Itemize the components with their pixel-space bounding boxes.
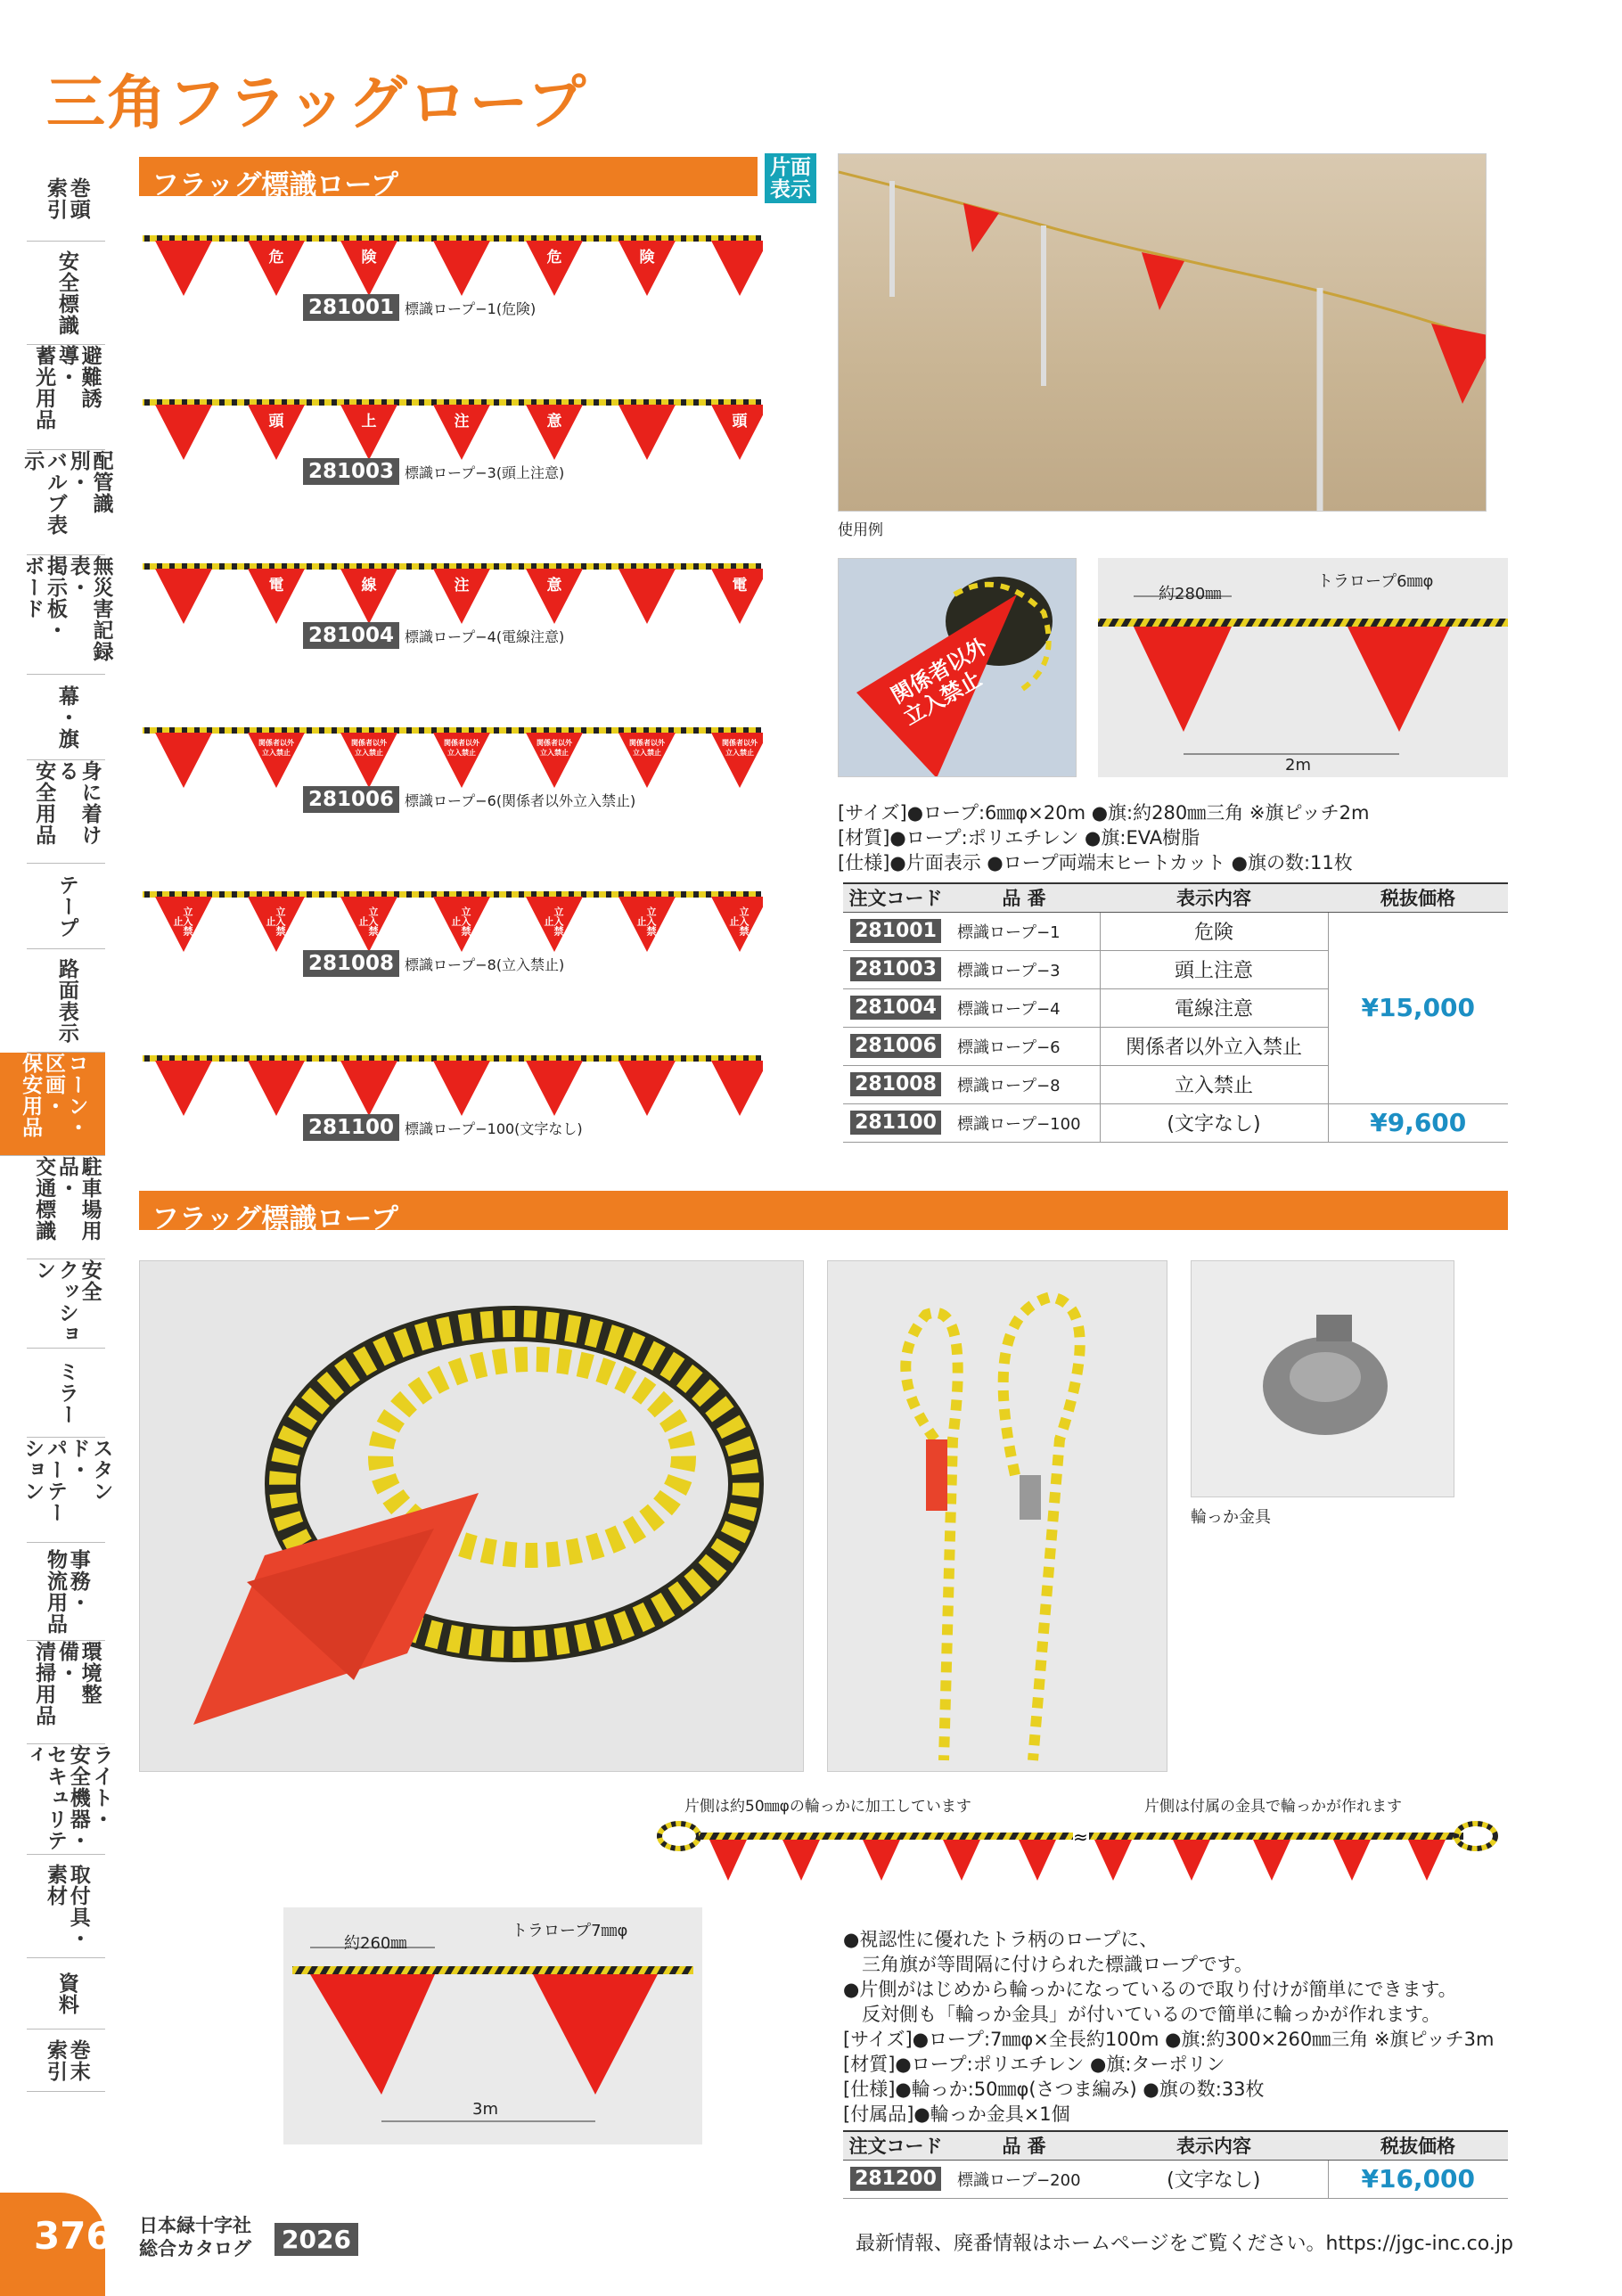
side-tab[interactable] <box>27 1958 105 2030</box>
display-content: 立入禁止 <box>1100 1065 1328 1103</box>
flag-triangle <box>526 1061 583 1116</box>
item-name: 標識ロープ−200 <box>948 2160 1100 2198</box>
display-content: 危険 <box>1100 912 1328 950</box>
order-code: 281004 <box>303 622 399 649</box>
product-name: 標識ロープ−100(文字なし) <box>405 1120 583 1137</box>
description-line: [サイズ]●ロープ:7㎜φ×全長約100m ●旗:約300×260㎜三角 ※旗ピッチ3m <box>843 2029 1495 2050</box>
item-name: 標識ロープ−1 <box>948 912 1100 950</box>
display-content: 関係者以外立入禁止 <box>1100 1027 1328 1065</box>
description-line: [材質]●ロープ:ポリエチレン ●旗:ターポリン <box>843 2054 1225 2075</box>
th2-name: 品 番 <box>948 2131 1100 2160</box>
order-code: 281006 <box>850 1034 941 1058</box>
flag-text: 立入禁止 <box>265 906 286 936</box>
flag-text: 立入禁止 <box>357 906 379 936</box>
flag-triangle <box>155 733 212 788</box>
flag-rope-item <box>139 879 763 1021</box>
flag-text: 関係者以外 立入禁止 <box>258 739 294 757</box>
order-code: 281003 <box>850 957 941 981</box>
item-name: 標識ロープ−6 <box>948 1027 1100 1065</box>
flag-triangle <box>618 405 676 460</box>
flag-text: 立入禁止 <box>172 906 193 936</box>
side-tab[interactable] <box>20 555 113 675</box>
flag-rope-item <box>139 1043 763 1185</box>
order-code: 281004 <box>850 996 941 1020</box>
product-code-label <box>303 294 536 321</box>
flag-text: 険 <box>361 249 377 266</box>
th-display: 表示内容 <box>1100 883 1328 912</box>
order-code: 281200 <box>850 2167 941 2191</box>
diagram1-rope: トラロープ6㎜φ <box>1317 572 1434 591</box>
side-tab-label: 資料 <box>54 1972 78 2015</box>
flag-text: 関係者以外 立入禁止 <box>351 739 387 757</box>
catalog-line1: 日本緑十字社 <box>139 2215 251 2236</box>
flag-triangle <box>155 1061 212 1116</box>
side-tab-label: 避難誘導・ 蓄光用品 <box>32 345 102 430</box>
table-row <box>843 2160 1508 2198</box>
spec-material: [材質]●ロープ:ポリエチレン ●旗:EVA樹脂 <box>838 827 1200 849</box>
flag-text: 険 <box>639 249 655 266</box>
order-code: 281008 <box>850 1072 941 1096</box>
order-code: 281001 <box>303 294 399 321</box>
th2-display: 表示内容 <box>1100 2131 1328 2160</box>
flag-text: 頭 <box>732 413 748 430</box>
section2-header: フラッグ標識ロープ <box>139 1191 1508 1230</box>
flag-triangle <box>711 1061 763 1116</box>
flag-triangle <box>433 1061 490 1116</box>
flag-rope-list <box>139 223 763 1159</box>
product-code-label <box>303 622 564 649</box>
size-diagram-2 <box>283 1907 702 2144</box>
side-tab-label: 配管識別・ バルブ表示 <box>20 450 113 536</box>
order-code: 281100 <box>303 1114 399 1141</box>
side-tab[interactable] <box>27 949 105 1053</box>
price: ¥9,600 <box>1328 1103 1508 1142</box>
flag-text: 線 <box>361 577 377 594</box>
product-code-label <box>303 458 564 485</box>
flag-text: 意 <box>546 577 562 594</box>
folded-flag-text: 関係者以外 立入禁止 <box>887 633 992 731</box>
item-name: 標識ロープ−100 <box>948 1103 1100 1142</box>
size-diagram-1 <box>1098 558 1508 777</box>
product-name: 標識ロープ−6(関係者以外立入禁止) <box>405 792 636 809</box>
order-code: 281008 <box>303 950 399 977</box>
catalog-name <box>139 2214 251 2260</box>
th-code: 注文コード <box>843 883 948 912</box>
flag-triangle <box>155 569 212 624</box>
flag-text: 立入禁止 <box>635 906 657 936</box>
product-name: 標識ロープ−8(立入禁止) <box>405 956 565 973</box>
flag-text: 危 <box>268 249 284 266</box>
side-tab-label: 巻頭 索引 <box>44 176 90 220</box>
th-price: 税抜価格 <box>1328 883 1508 912</box>
side-tab-label: ミラー <box>54 1360 78 1425</box>
diagram2-pitch: 3m <box>472 2100 498 2119</box>
side-tab[interactable] <box>27 242 105 345</box>
flag-rope-item <box>139 715 763 857</box>
side-tab[interactable] <box>27 1156 105 1259</box>
product-code-label <box>303 786 635 813</box>
table-row <box>843 912 1508 950</box>
section1-header: フラッグ標識ロープ <box>139 157 758 196</box>
catalog-line2: 総合カタログ <box>139 2238 251 2259</box>
section2-description <box>843 1927 1520 2127</box>
side-tab[interactable] <box>27 156 105 242</box>
th2-code: 注文コード <box>843 2131 948 2160</box>
flag-text: 電 <box>268 577 284 594</box>
side-tab-label: ライト・ 安全機器・ セキュリティ <box>20 1744 113 1851</box>
side-tab[interactable] <box>27 864 105 949</box>
loop-diagram <box>649 1793 1504 1891</box>
rope-loop-photo <box>827 1260 1167 1772</box>
flag-text: 立入禁止 <box>543 906 564 936</box>
flag-triangle <box>248 1061 305 1116</box>
flag-triangle <box>340 1061 397 1116</box>
description-line: 三角旗が等間隔に付けられた標識ロープです。 <box>843 1954 1253 1975</box>
flag-text: 危 <box>546 249 562 266</box>
side-tab-label: 巻末 索引 <box>44 2038 90 2082</box>
side-tab[interactable] <box>20 1438 113 1543</box>
flag-text: 関係者以外 立入禁止 <box>629 739 665 757</box>
description-line: ●視認性に優れたトラ柄のロープに、 <box>843 1929 1159 1950</box>
flag-rope-item <box>139 223 763 365</box>
display-content: (文字なし) <box>1100 2160 1328 2198</box>
description-line: [付属品]●輪っか金具×1個 <box>843 2103 1070 2125</box>
order-code: 281100 <box>850 1111 941 1135</box>
side-tab-label: 路面表示 <box>54 957 78 1044</box>
side-tab-label: 身に着ける 安全用品 <box>32 760 102 846</box>
flag-rope-item <box>139 387 763 529</box>
diagram2-rope: トラロープ7㎜φ <box>512 1922 628 1940</box>
order-code: 281001 <box>850 919 941 943</box>
price: ¥15,000 <box>1328 912 1508 1103</box>
flag-text: 注 <box>454 413 470 430</box>
side-tab-label: 幕・旗 <box>54 685 78 750</box>
single-side-badge: 片面 表示 <box>765 153 816 203</box>
usage-photo <box>838 153 1487 512</box>
side-tab[interactable] <box>27 345 105 450</box>
th2-price: 税抜価格 <box>1328 2131 1508 2160</box>
description-line: ●片側がはじめから輪っかになっているので取り付けが簡単にできます。 <box>843 1979 1457 2000</box>
footer-note: 最新情報、廃番情報はホームページをご覧ください。https://jgc-inc.co.jp <box>856 2233 1513 2255</box>
side-tab[interactable] <box>27 2030 105 2092</box>
diagram2-width: 約260㎜ <box>344 1934 407 1953</box>
flag-text: 関係者以外 立入禁止 <box>722 739 758 757</box>
diagram1-width: 約280㎜ <box>1159 585 1222 603</box>
catalog-year: 2026 <box>274 2223 358 2256</box>
product-name: 標識ロープ−4(電線注意) <box>405 628 565 645</box>
flag-triangle <box>618 569 676 624</box>
flag-triangle <box>618 1061 676 1116</box>
flag-text: 立入禁止 <box>450 906 471 936</box>
diagram1-pitch: 2m <box>1285 756 1311 775</box>
side-tab[interactable] <box>20 1744 113 1855</box>
display-content: 頭上注意 <box>1100 950 1328 988</box>
side-tab[interactable] <box>27 1641 105 1744</box>
loop-note-right: 片側は付属の金具で輪っかが作れます <box>1144 1798 1402 1816</box>
side-tab-label: 事務・ 物流用品 <box>44 1548 90 1635</box>
th-name: 品 番 <box>948 883 1100 912</box>
side-tab[interactable] <box>27 1259 105 1349</box>
flag-text: 電 <box>732 577 748 594</box>
product-code-label <box>303 950 564 977</box>
side-tab-label: 取付具・ 素材 <box>44 1863 90 1949</box>
order-table-1 <box>843 882 1508 1143</box>
side-tab-label: 無災害記録表・ 掲示板・ ボード <box>20 555 113 662</box>
ring-fitting-photo <box>1191 1260 1454 1497</box>
product-name: 標識ロープ−1(危険) <box>405 300 537 317</box>
side-tab[interactable] <box>0 1053 105 1156</box>
side-tab[interactable] <box>27 1349 105 1438</box>
flag-text: 意 <box>546 413 562 430</box>
flag-text: 関係者以外 立入禁止 <box>444 739 479 757</box>
folded-flags-photo <box>838 558 1077 777</box>
table-row <box>843 1103 1508 1142</box>
item-name: 標識ロープ−3 <box>948 950 1100 988</box>
flag-triangle <box>155 241 212 296</box>
coiled-rope-photo <box>139 1260 804 1772</box>
product-code-label <box>303 1114 583 1141</box>
display-content: (文字なし) <box>1100 1103 1328 1142</box>
side-tab[interactable] <box>27 1855 105 1958</box>
side-tab[interactable] <box>27 760 105 864</box>
flag-text: 上 <box>361 413 377 430</box>
usage-photo-caption: 使用例 <box>838 521 883 539</box>
side-tab[interactable] <box>27 675 105 760</box>
spec-spec: [仕様]●片面表示 ●ロープ両端末ヒートカット ●旗の数:11枚 <box>838 852 1353 873</box>
flag-text: 関係者以外 立入禁止 <box>537 739 572 757</box>
side-tab-label: 駐車場用品・ 交通標識 <box>32 1156 102 1242</box>
page-number: 376 <box>34 2214 112 2258</box>
display-content: 電線注意 <box>1100 988 1328 1027</box>
order-code: 281006 <box>303 786 399 813</box>
side-tab-label: スタンド・ パーテーション <box>20 1438 113 1523</box>
fitting-caption: 輪っか金具 <box>1191 1508 1271 1527</box>
item-name: 標識ロープ−8 <box>948 1065 1100 1103</box>
product-name: 標識ロープ−3(頭上注意) <box>405 464 565 481</box>
flag-rope-item <box>139 551 763 693</box>
flag-text: 頭 <box>268 413 284 430</box>
description-line: 反対側も「輪っか金具」が付いているので簡単に輪っかが作れます。 <box>843 2004 1441 2025</box>
flag-triangle <box>155 405 212 460</box>
flag-text: 注 <box>454 577 470 594</box>
svg-text:≈: ≈ <box>1073 1826 1088 1848</box>
side-tab[interactable] <box>27 1543 105 1641</box>
side-tab-label: 安全標識 <box>54 250 78 336</box>
flag-triangle <box>711 241 763 296</box>
description-line: [仕様]●輪っか:50㎜φ(さつま編み) ●旗の数:33枚 <box>843 2079 1265 2100</box>
order-code: 281003 <box>303 458 399 485</box>
spec-size: [サイズ]●ロープ:6㎜φ×20m ●旗:約280㎜三角 ※旗ピッチ2m <box>838 802 1370 824</box>
loop-note-left: 片側は約50㎜φの輪っかに加工しています <box>684 1798 971 1816</box>
section1-specs <box>838 800 1497 875</box>
order-table-2 <box>843 2130 1508 2199</box>
side-tab-label: テープ <box>54 873 78 939</box>
page-title: 三角フラッグロープ <box>46 69 588 137</box>
price: ¥16,000 <box>1328 2160 1508 2198</box>
flag-triangle <box>433 241 490 296</box>
page-number-tab <box>0 2193 112 2296</box>
side-tab[interactable] <box>20 450 113 555</box>
flag-text: 立入禁止 <box>728 906 750 936</box>
side-tab-label: コーン・区画・ 保安用品 <box>19 1053 88 1138</box>
side-tab-label: 安全 クッション <box>32 1259 102 1345</box>
side-tab-label: 環境整備・ 清掃用品 <box>32 1641 102 1726</box>
item-name: 標識ロープ−4 <box>948 988 1100 1027</box>
